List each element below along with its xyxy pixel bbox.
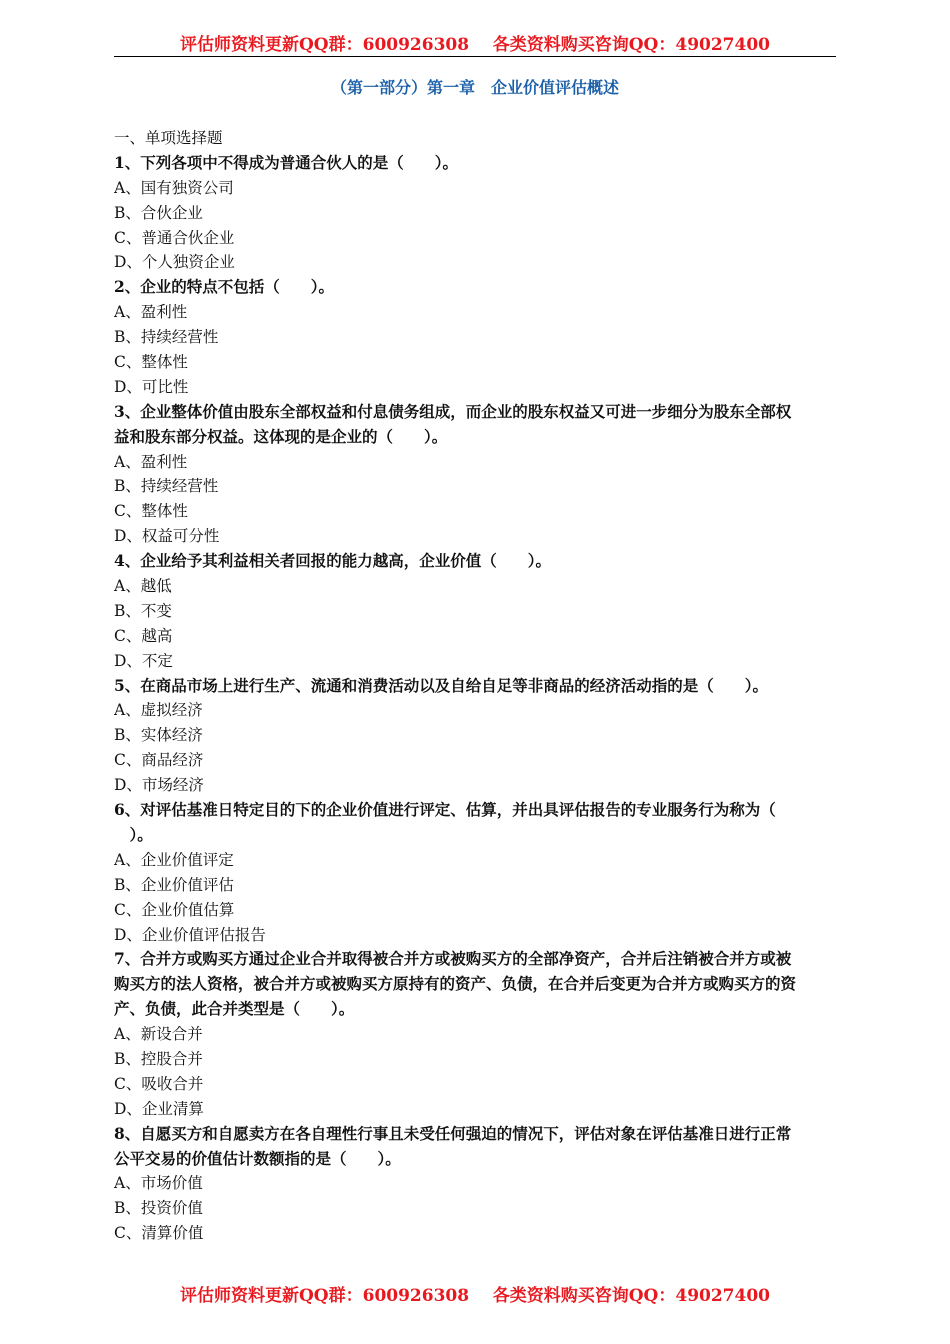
question-6-cont: ）。 [114,824,153,844]
option-line: D、不定 [114,651,173,670]
option-line: D、企业价值评估报告 [114,925,266,944]
question-8: 8、自愿买方和自愿卖方在各自理性行事且未受任何强迫的情况下，评估对象在评估基准日进行正常 [114,1123,792,1143]
option-line: C、普通合伙企业 [114,228,235,247]
section-heading: 一、单项选择题 [114,129,223,147]
question-8-cont: 公平交易的价值估计数额指的是（ ）。 [114,1148,401,1168]
option-line: A、企业价值评定 [114,850,234,869]
option-line: B、持续经营性 [114,477,219,496]
option-line: B、合伙企业 [114,203,203,222]
question-3: 3、企业整体价值由股东全部权益和付息债务组成，而企业的股东权益又可进一步细分为股东全部权 [114,401,792,421]
option-line: C、吸收合并 [114,1074,204,1093]
option-line: A、虚拟经济 [114,701,203,720]
option-line: C、整体性 [114,353,188,372]
question-6: 6、对评估基准日特定目的下的企业价值进行评定、估算，并出具评估报告的专业服务行为称为（ [114,800,776,820]
option-line: C、商品经济 [114,751,204,770]
option-line: B、投资价值 [114,1199,203,1218]
option-line: B、不变 [114,601,172,620]
option-line: C、清算价值 [114,1224,204,1243]
option-line: B、控股合并 [114,1049,203,1068]
option-line: C、越高 [114,626,173,645]
chapter-title: （第一部分）第一章 企业价值评估概述 [330,78,619,97]
option-line: A、新设合并 [114,1025,203,1044]
option-line: B、实体经济 [114,726,203,745]
question-list [114,126,838,1246]
option-line: D、企业清算 [114,1099,204,1118]
question-3-cont: 益和股东部分权益。这体现的是企业的（ ）。 [114,426,448,446]
option-line: B、持续经营性 [114,328,219,347]
question-7-cont: 购买方的法人资格，被合并方或被购买方原持有的资产、负债，在合并后变更为合并方或购买方的资 [114,974,797,994]
option-line: A、盈利性 [114,303,188,322]
option-line: D、个人独资企业 [114,253,235,272]
option-line: C、企业价值估算 [114,900,235,919]
question-7-cont: 产、负债，此合并类型是（ ）。 [114,999,355,1019]
option-line: A、国有独资公司 [114,178,234,197]
option-line: D、市场经济 [114,776,204,795]
header-rule [114,56,836,57]
question-7: 7、合并方或购买方通过企业合并取得被合并方或被购买方的全部净资产，合并后注销被合并方或被 [114,949,792,969]
option-line: D、可比性 [114,377,189,396]
option-line: A、盈利性 [114,452,188,471]
question-2: 2、企业的特点不包括（ ）。 [114,277,335,297]
footer-banner: 评估师资料更新QQ群：600926308 各类资料购买咨询QQ：49027400 [180,1286,770,1306]
option-line: C、整体性 [114,502,188,521]
option-line: A、越低 [114,577,172,596]
option-line: B、企业价值评估 [114,875,234,894]
question-4: 4、企业给予其利益相关者回报的能力越高，企业价值（ ）。 [114,551,552,571]
option-line: D、权益可分性 [114,527,220,546]
question-5: 5、在商品市场上进行生产、流通和消费活动以及自给自足等非商品的经济活动指的是（ ）。 [114,675,769,695]
question-1: 1、下列各项中不得成为普通合伙人的是（ ）。 [114,152,459,172]
header-banner: 评估师资料更新QQ群：600926308 各类资料购买咨询QQ：49027400 [180,35,770,55]
option-line: A、市场价值 [114,1174,203,1193]
